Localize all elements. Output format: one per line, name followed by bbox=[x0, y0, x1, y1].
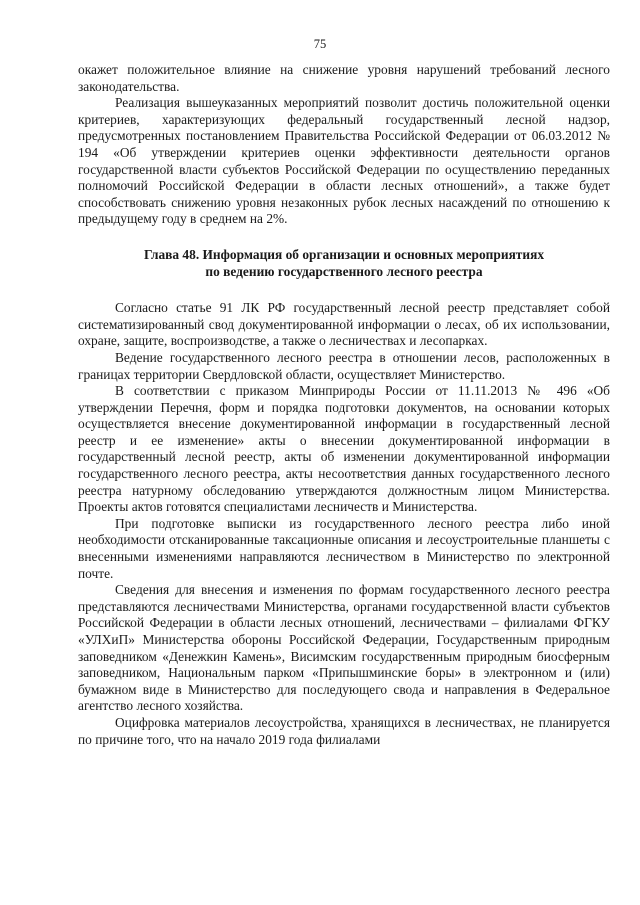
chapter-heading-line-1: Глава 48. Информация об организации и основных мероприятиях bbox=[143, 246, 545, 262]
paragraph-implementation-results: Реализация вышеуказанных мероприятий позволит достичь положительной оценки критериев, характеризующих федеральный государственный лесной надзор, предусмотренных постановлением Правительства Российской Федерации от 06.03.2012 № 194 «Об утверждении критериев оценки эффективности деятельности органов государственной власти субъектов Российской Федерации по осуществлению переданных полномочий Российской Федерации в области лесных отношений», а также будет способствовать снижению уровня незаконных рубок лесных насаждений по отношению к предыдущему году в среднем на 2%. bbox=[78, 95, 610, 227]
page-number: 75 bbox=[313, 37, 327, 51]
paragraph-order-496: В соответствии с приказом Минприроды России от 11.11.2013 № 496 «Об утверждении Перечня, форм и порядка подготовки документов, на основании которых осуществляется внесение документированной информации в государственный лесной реестр и ее изменение» акты о внесении документированной информации в государственный лесной реестр, акты об изменении документированной информации государственного лесного реестра, акты несоответствия данных государственного лесного реестра натурному обследованию утверждаются должностным лицом Министерства. Проекты актов готовятся специалистами лесничеств и Министерства. bbox=[78, 383, 610, 515]
paragraph-continuation: окажет положительное влияние на снижение уровня нарушений требований лесного законодательства. bbox=[78, 62, 610, 94]
paragraph-registry-maintenance: Ведение государственного лесного реестра в отношении лесов, расположенных в границах территории Свердловской области, осуществляет Министерство. bbox=[78, 349, 610, 382]
paragraph-article-91: Согласно статье 91 ЛК РФ государственный лесной реестр представляет собой систематизированный свод документированной информации о лесах, об их использовании, охране, защите, воспроизводстве, а также о лесничествах и лесопарках. bbox=[78, 300, 610, 349]
paragraph-registry-extract: При подготовке выписки из государственного лесного реестра либо иной необходимости отсканированные таксационные описания и лесоустроительные планшеты с внесенными изменениями направляются лесничеством в Министерство по электронной почте. bbox=[78, 515, 610, 581]
paragraph-digitization: Оцифровка материалов лесоустройства, хранящихся в лесничествах, не планируется по причине того, что на начало 2019 года филиалами bbox=[78, 714, 610, 747]
chapter-heading bbox=[78, 247, 610, 280]
chapter-heading-line-2: по ведению государственного лесного реестра bbox=[205, 263, 483, 279]
page-content bbox=[78, 62, 610, 748]
paragraph-information-sources: Сведения для внесения и изменения по формам государственного лесного реестра представляются лесничествами Министерства, органами государственной власти субъектов Российской Федерации в области лесных отношений, лесничествами – филиалами ФГКУ «УЛХиП» Министерства обороны Российской Федерации, Государственным природным заповедником «Денежкин Камень», Висимским государственным природным биосферным заповедником, Национальным парком «Припышминские боры» в электронном и (или) бумажном виде в Министерство для последующего свода и направления в Федеральное агентство лесного хозяйства. bbox=[78, 582, 610, 714]
